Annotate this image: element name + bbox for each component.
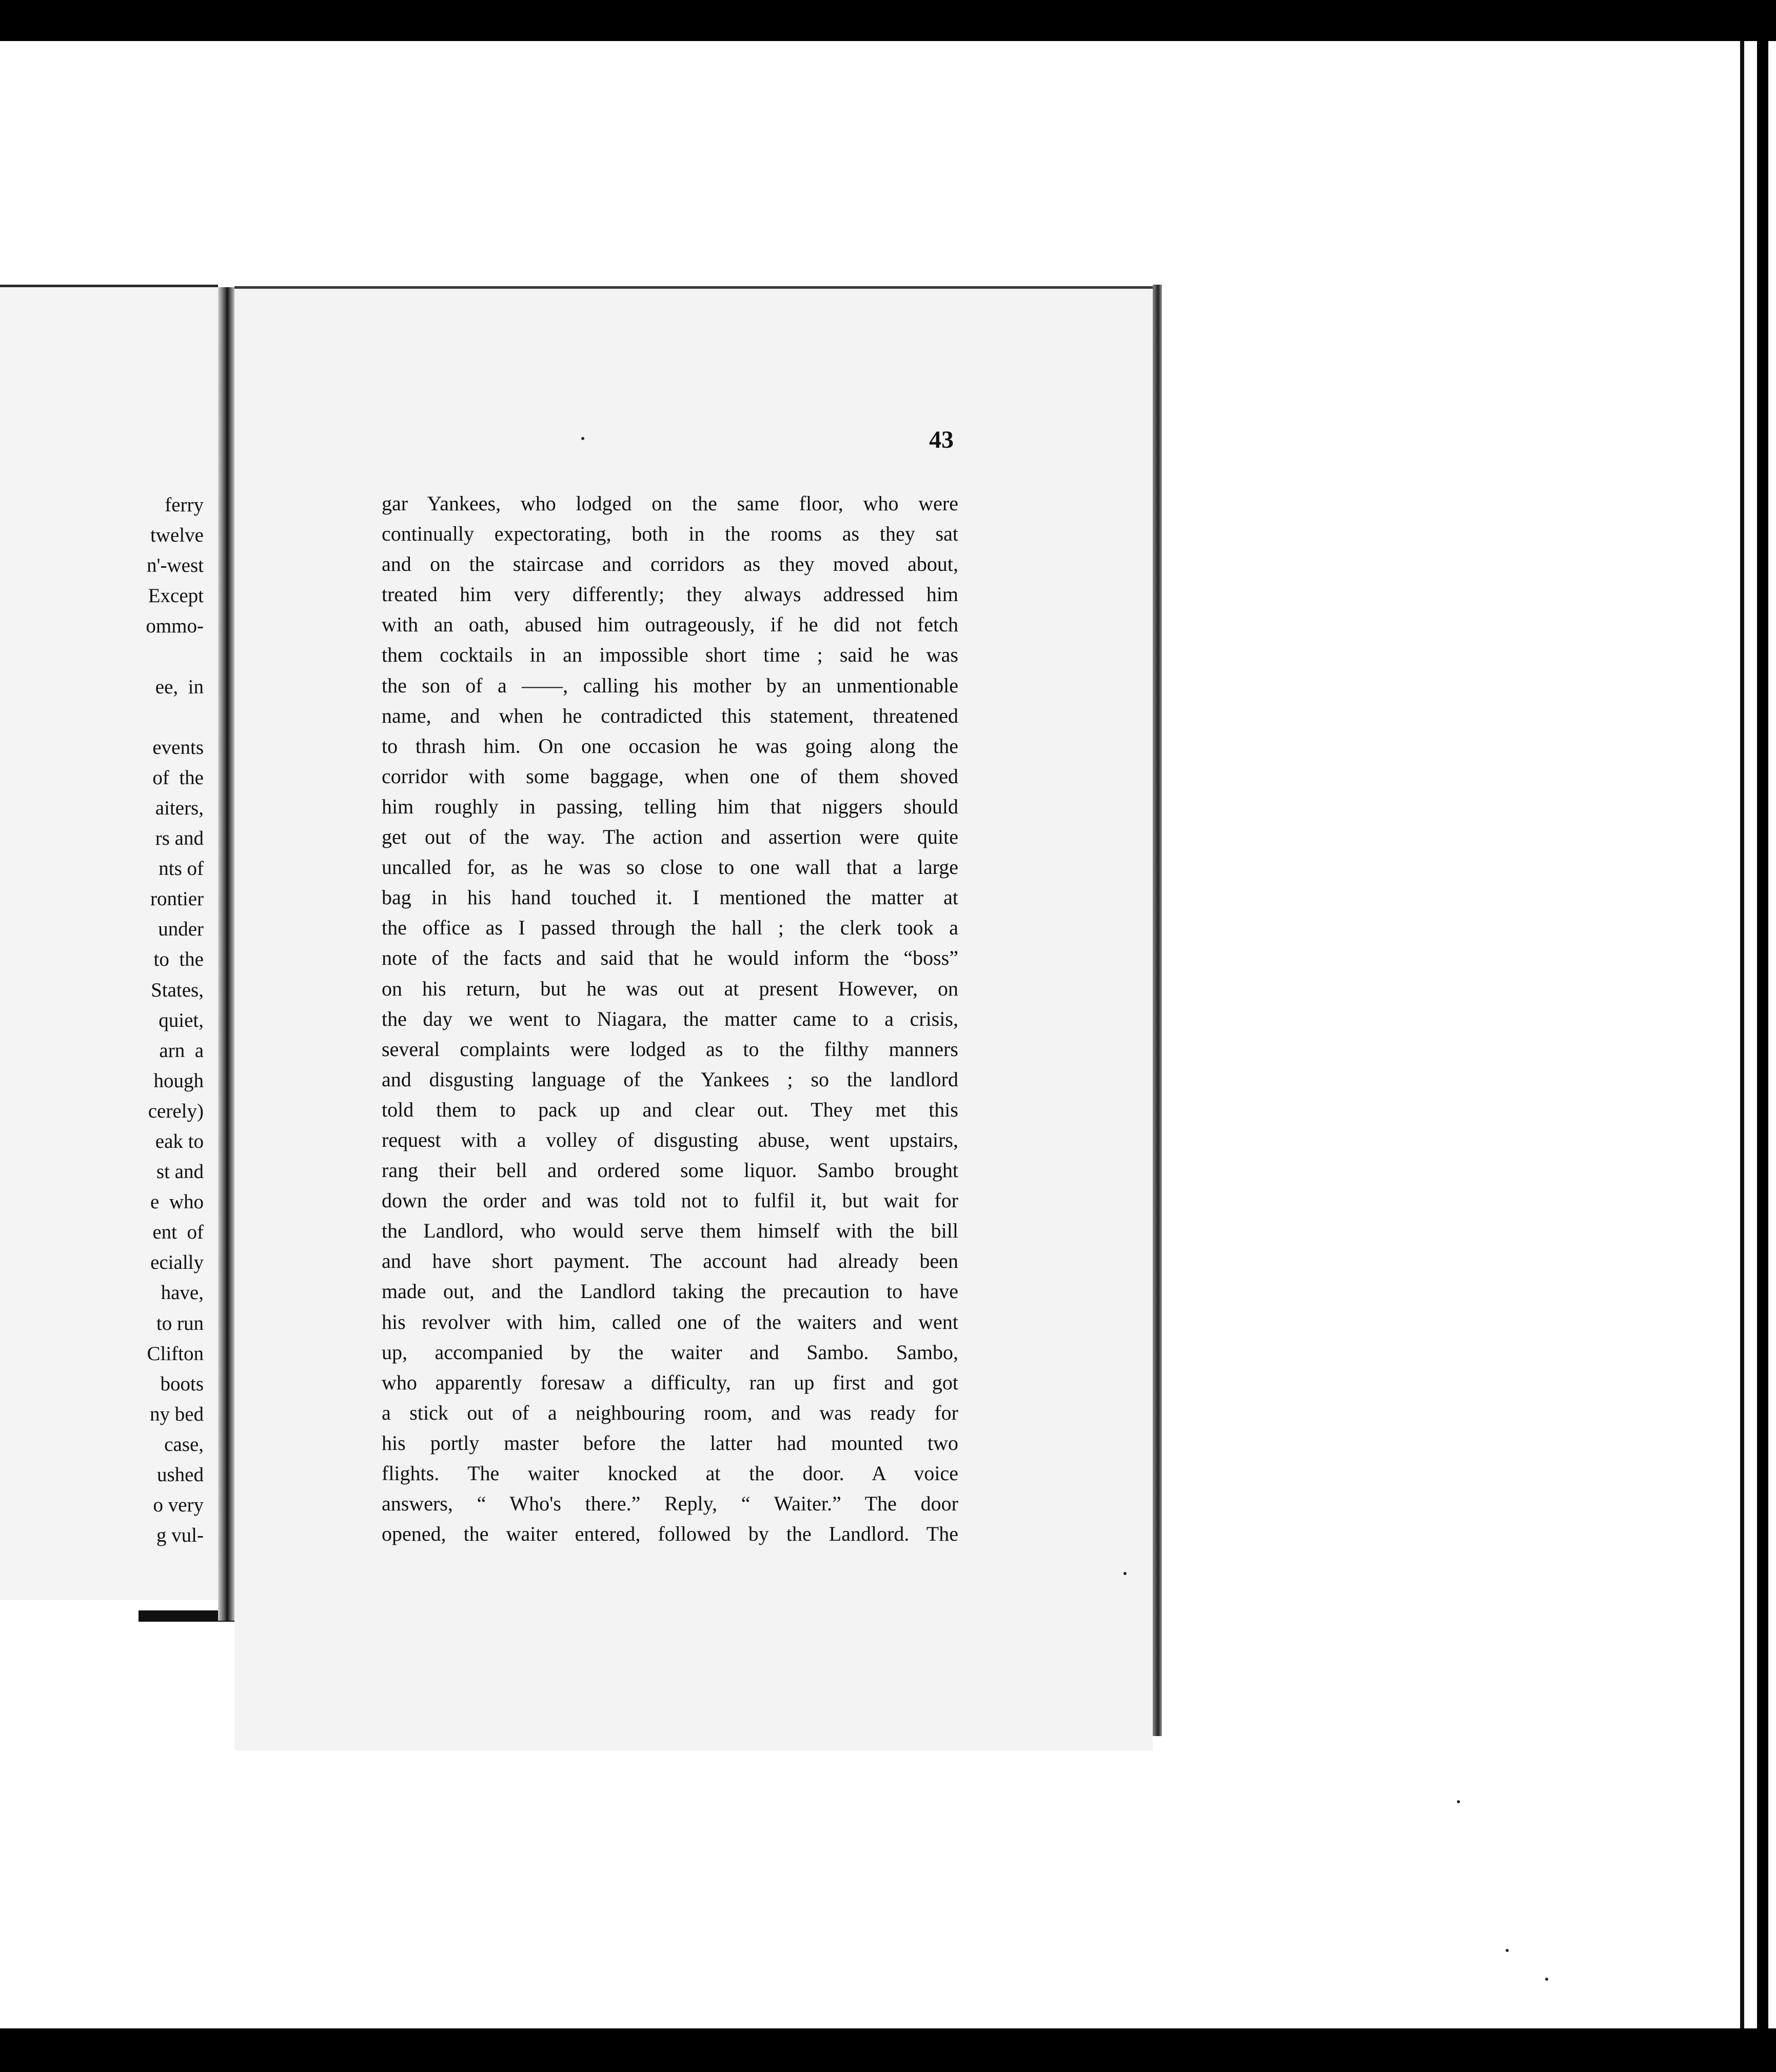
left-page-line	[146, 641, 204, 671]
text-line: on his return, but he was out at present However, on	[382, 977, 958, 1000]
text-line: rang their bell and ordered some liquor. Sambo brought	[382, 1159, 958, 1182]
left-page-line: States,	[151, 979, 204, 1001]
text-line: and disgusting language of the Yankees ; so the landlord	[382, 1067, 958, 1091]
text-line: up, accompanied by the waiter and Sambo. Sambo,	[382, 1340, 958, 1364]
text-line: the son of a ——, calling his mother by an unmentionable	[382, 673, 958, 697]
left-page-line: ee, in	[155, 675, 204, 698]
text-line: to thrash him. On one occasion he was going along the	[382, 734, 958, 758]
left-page-line: ecially	[150, 1251, 204, 1274]
body-text	[382, 488, 958, 1549]
left-page-line: aiters,	[155, 796, 204, 819]
text-line: gar Yankees, who lodged on the same floor, who were	[382, 492, 958, 515]
scan-border-bottom	[0, 2028, 1776, 2072]
left-page-line: e who	[150, 1191, 204, 1213]
text-line: treated him very differently; they always addressed him	[382, 583, 958, 606]
scan-speck	[1457, 1800, 1460, 1803]
scan-speck	[1545, 1978, 1548, 1981]
book-gutter	[218, 287, 234, 1621]
left-page-line: of the	[152, 766, 204, 789]
text-line: note of the facts and said that he would inform the “boss”	[382, 946, 958, 970]
left-page-line: quiet,	[159, 1009, 204, 1031]
left-page-line: hough	[153, 1069, 204, 1092]
left-page-line: have,	[161, 1282, 204, 1304]
page-number: 43	[929, 426, 954, 453]
left-page-line: n'-west	[146, 554, 204, 577]
left-page-line: g vul-	[156, 1524, 204, 1547]
scan-border-top	[0, 0, 1776, 41]
text-line: and have short payment. The account had already been	[382, 1249, 958, 1273]
left-page-line: twelve	[150, 524, 204, 547]
text-line: his portly master before the latter had mounted two	[382, 1431, 958, 1455]
text-line: a stick out of a neighbouring room, and was ready for	[382, 1401, 958, 1424]
left-page-line: nts of	[159, 858, 204, 880]
left-page-line: st and	[156, 1161, 204, 1183]
scan-border-right	[1757, 41, 1768, 2028]
scan-speck	[1123, 1572, 1127, 1575]
scan-speck	[581, 437, 584, 440]
left-page-line: ny bed	[149, 1403, 204, 1425]
left-page-line: o very	[153, 1494, 204, 1517]
text-line: corridor with some baggage, when one of them shoved	[382, 764, 958, 788]
scan-border-right-inner	[1740, 41, 1744, 2028]
left-page	[0, 285, 218, 1600]
text-line: the Landlord, who would serve them himself with the bill	[382, 1219, 958, 1243]
left-page-line: under	[158, 918, 204, 941]
text-line: him roughly in passing, telling him that niggers should	[382, 794, 958, 818]
left-page-line: ferry	[165, 494, 204, 516]
text-line: the day we went to Niagara, the matter came to a crisis,	[382, 1007, 958, 1030]
text-line: the office as I passed through the hall ; the clerk took a	[382, 916, 958, 940]
text-line: name, and when he contradicted this statement, threatened	[382, 704, 958, 727]
left-page-line	[146, 702, 204, 732]
text-line: down the order and was told not to fulfil it, but wait for	[382, 1189, 958, 1212]
text-line: bag in his hand touched it. I mentioned the matter at	[382, 886, 958, 909]
left-page-line: case,	[164, 1433, 204, 1456]
left-page-line: rontier	[150, 888, 204, 910]
left-page-line: cerely)	[148, 1100, 204, 1122]
text-line: several complaints were lodged as to the filthy manners	[382, 1037, 958, 1061]
text-line: flights. The waiter knocked at the door. A voice	[382, 1462, 958, 1485]
text-line: request with a volley of disgusting abuse, went upstairs,	[382, 1128, 958, 1151]
scan-speck	[1506, 1949, 1509, 1952]
left-page-line: arn a	[159, 1039, 204, 1062]
text-line: uncalled for, as he was so close to one wall that a large	[382, 855, 958, 879]
left-page-line: Clifton	[147, 1342, 204, 1365]
left-page-line: eak to	[155, 1130, 204, 1152]
text-line: opened, the waiter entered, followed by the Landlord. The	[382, 1522, 958, 1546]
text-line: get out of the way. The action and assertion were quite	[382, 825, 958, 849]
left-page-line: boots	[160, 1372, 204, 1395]
left-page-line: events	[152, 736, 204, 759]
text-line: made out, and the Landlord taking the precaution to have	[382, 1280, 958, 1303]
text-line: his revolver with him, called one of the waiters and went	[382, 1310, 958, 1333]
text-line: continually expectorating, both in the rooms as they sat	[382, 522, 958, 546]
left-page-line: rs and	[155, 827, 204, 850]
text-line: told them to pack up and clear out. They met this	[382, 1098, 958, 1121]
left-page-line: to the	[153, 948, 204, 971]
left-page-line: ent of	[152, 1221, 204, 1244]
text-line: who apparently foresaw a difficulty, ran up first and got	[382, 1370, 958, 1394]
text-line: answers, “ Who's there.” Reply, “ Waiter.” The door	[382, 1492, 958, 1516]
text-line: and on the staircase and corridors as they moved about,	[382, 552, 958, 576]
left-page-line: to run	[156, 1312, 204, 1334]
text-line: them cocktails in an impossible short time ; said he was	[382, 643, 958, 667]
left-page-line: Except	[148, 585, 204, 607]
left-page-line: ommo-	[146, 615, 204, 637]
text-line: with an oath, abused him outrageously, if he did not fetch	[382, 613, 958, 636]
left-page-line: ushed	[157, 1464, 204, 1486]
left-page-text	[146, 490, 204, 1550]
right-page-edge	[1153, 285, 1162, 1736]
